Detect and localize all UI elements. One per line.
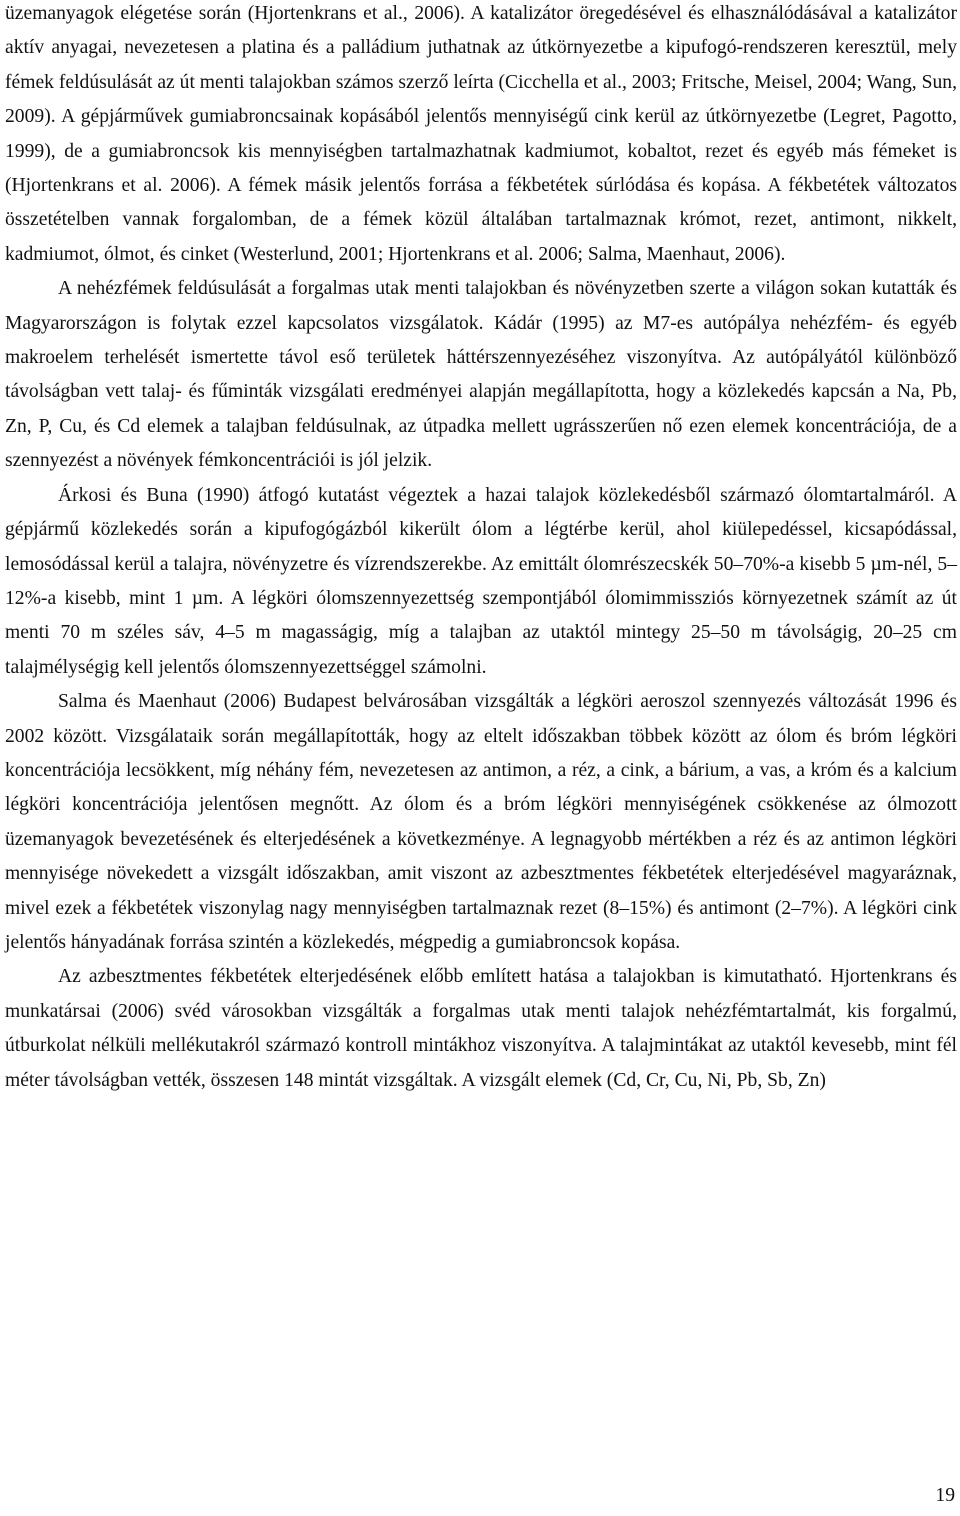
paragraph-3: Árkosi és Buna (1990) átfogó kutatást végeztek a hazai talajok közlekedésből származó ólomtartalmáról. A gépjármű közlekedés során a kipufogógázból kikerült ólom a légtérbe kerül, ahol kiülepedéssel, kicsapódással, lemosódással kerül a talajra, növényzetre és vízrendszerekbe. Az emittált ólomrészecskék 50–70%-a kisebb 5 µm-nél, 5–12%-a kisebb, mint 1 µm. A légköri ólomszennyezettség szempontjából ólomimmissziós környezetnek számít az út menti 70 m széles sáv, 4–5 m magasságig, míg a talajban az utaktól mintegy 25–50 m távolságig, 20–25 cm talajmélységig kell jelentős ólomszennyezettséggel számolni. [5,484,957,678]
paragraph-5: Az azbesztmentes fékbetétek elterjedésének előbb említett hatása a talajokban is kimutatható. Hjortenkrans és munkatársai (2006) svéd városokban vizsgálták a forgalmas utak menti talajok nehézfémtartalmát, kis forgalmú, útburkolat nélküli mellékutakról származó kontroll mintákhoz viszonyítva. A talajmintákat az utaktól kevesebb, mint fél méter távolságban vették, összesen 148 mintát vizsgáltak. A vizsgált elemek (Cd, Cr, Cu, Ni, Pb, Sb, Zn) [5,966,957,1091]
paragraph-2: A nehézfémek feldúsulását a forgalmas utak menti talajokban és növényzetben szerte a világon sokan kutatták és Magyarországon is folytak ezzel kapcsolatos vizsgálatok. Kádár (1995) az M7-es autópálya nehézfém- és egyéb makroelem terhelését ismertette távol eső területek háttérszennyezéséhez viszonyítva. Az autópályától különböző távolságban vett talaj- és fűminták vizsgálati eredményei alapján megállapította, hogy a közlekedés kapcsán a Na, Pb, Zn, P, Cu, és Cd elemek a talajban feldúsulnak, az útpadka mellett ugrásszerűen nő ezen elemek koncentrációja, de a szennyezést a növények fémkoncentrációi is jól jelzik. [5,278,957,472]
paragraph-4: Salma és Maenhaut (2006) Budapest belvárosában vizsgálták a légköri aeroszol szennyezés változását 1996 és 2002 között. Vizsgálataik során megállapították, hogy az eltelt időszakban többek között az ólom és bróm légköri koncentrációja lecsökkent, míg néhány fém, nevezetesen az antimon, a réz, a cink, a bárium, a vas, a króm és a kalcium légköri koncentrációja jelentősen megnőtt. Az ólom és a bróm légköri mennyiségének csökkenése az ólmozott üzemanyagok bevezetésének és elterjedésének a következménye. A legnagyobb mértékben a réz és az antimon légköri mennyisége növekedett a vizsgált időszakban, amit viszont az azbesztmentes fékbetétek elterjedésével magyaráznak, mivel ezek a fékbetétek viszonylag nagy mennyiségben tartalmaznak rezet (8–15%) és antimont (2–7%). A légköri cink jelentős hányadának forrása szintén a közlekedés, mégpedig a gumiabroncsok kopása. [5,691,957,953]
document-page [5,0,957,1098]
page-number: 19 [935,1485,955,1506]
paragraph-1: üzemanyagok elégetése során (Hjortenkrans et al., 2006). A katalizátor öregedésével és elhasználódásával a katalizátor aktív anyagai, nevezetesen a platina és a palládium juthatnak az útkörnyezetbe a kipufogó-rendszeren keresztül, mely fémek feldúsulását az út menti talajokban számos szerző leírta (Cicchella et al., 2003; Fritsche, Meisel, 2004; Wang, Sun, 2009). A gépjárművek gumiabroncsainak kopásából jelentős mennyiségű cink kerül az útkörnyezetbe (Legret, Pagotto, 1999), de a gumiabroncsok kis mennyiségben tartalmazhatnak kadmiumot, kobaltot, rezet és egyéb más fémeket is (Hjortenkrans et al. 2006). A fémek másik jelentős forrása a fékbetétek súrlódása és kopása. A fékbetétek változatos összetételben vannak forgalomban, de a fémek közül általában tartalmaznak krómot, rezet, antimont, nikkelt, kadmiumot, ólmot, és cinket (Westerlund, 2001; Hjortenkrans et al. 2006; Salma, Maenhaut, 2006). [5,3,957,265]
